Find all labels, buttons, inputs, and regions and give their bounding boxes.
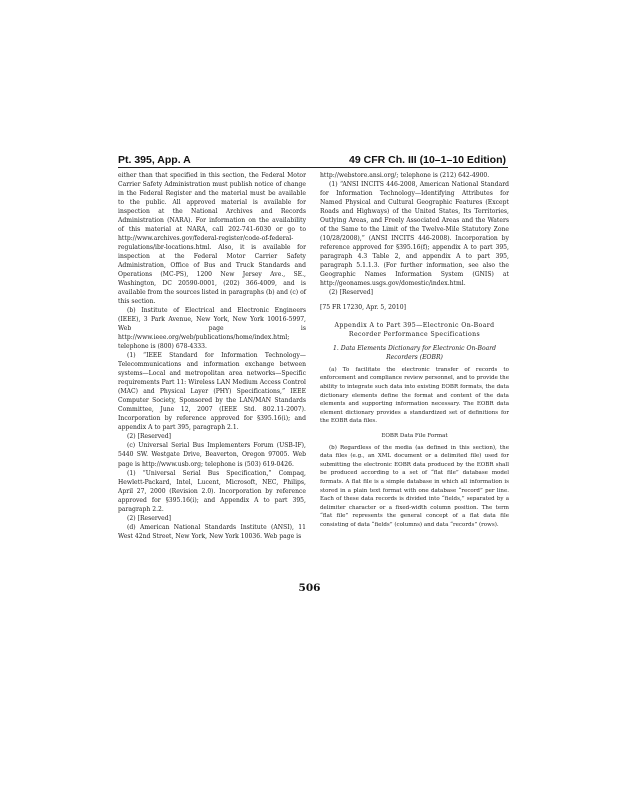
paragraph: (1) “ANSI INCITS 446-2008, American National Standard for Information Technology—Identifying Attributes for Named Physical and Cultural Geographic Features (Except Roads and Highways) of the United States, Its Territories, Outlying Areas, and Freely Associated Areas and the Waters of the Same to the Limit of the Twelve-Mile Statutory Zone (10/28/2008),” (ANSI INCITS 446-2008). Incorporation by reference approved for §395.16(f); appendix A to part 395, paragraph 4.3 Table 2, and appendix A to part 395, paragraph 5.1.1.3. (For further information, see also the Geographic Names Information System (GNIS) at http://geonames.usgs.gov/domestic/index.html.: [320, 181, 509, 288]
paragraph: (1) “Universal Serial Bus Specification,” Compaq, Hewlett-Packard, Intel, Lucent, Microsoft, NEC, Philips, April 27, 2000 (Revision 2.0). Incorporation by reference approved for §395.16(i); and Appendix A to part 395, paragraph 2.2.: [118, 469, 306, 513]
paragraph: (d) American National Standards Institute (ANSI), 11 West 42nd Street, New York, New York 10036. Web page is: [118, 523, 306, 540]
section-title: 1. Data Elements Dictionary for Electronic On-Board Recorders (EOBR): [332, 345, 497, 362]
paragraph: (2) [Reserved]: [329, 289, 374, 297]
page-number: 506: [298, 582, 321, 594]
paragraph: (2) [Reserved]: [127, 433, 172, 441]
section-body: [320, 366, 509, 530]
citation: [75 FR 17230, Apr. 5, 2010]: [320, 304, 407, 312]
right-column: [320, 171, 509, 530]
paragraph: http://webstore.ansi.org/; telephone is (212) 642-4900.: [320, 172, 490, 179]
paragraph: (b) Institute of Electrical and Electronic Engineers (IEEE), 3 Park Avenue, New York, New York 10016-5997, Web page is http://www.ieee.org/web/publications/home/index.html; telephone is (800) 678-4333.: [118, 307, 306, 351]
paragraph: (c) Universal Serial Bus Implementers Forum (USB-IF), 5440 SW. Westgate Drive, Beaverton, Oregon 97005. Web page is http://www.usb.org; telephone is (503) 619-0426.: [118, 442, 306, 468]
header-rule: [118, 167, 508, 168]
paragraph: (2) [Reserved]: [127, 514, 172, 522]
subheading: EOBR Data File Format: [381, 432, 448, 439]
left-column: [118, 171, 306, 541]
paragraph: (b) Regardless of the media (as defined in this section), the data files (e.g., an XML document or a delimited file) used for submitting the electronic EOBR data produced by the EOBR shall be produced according to a set of “flat file” database model formats. A flat file is a simple database in which all information is stored in a plain text format with one database “record” per line. Each of these data records is divided into “fields,” separated by a delimiter character or a fixed-width column position. The term “flat file” represents the general concept of a flat data file consisting of data “fields” (columns) and data “records” (rows).: [320, 444, 509, 528]
running-header-right: 49 CFR Ch. III (10–1–10 Edition): [349, 154, 506, 166]
running-header-left: Pt. 395, App. A: [118, 154, 191, 166]
paragraph: either than that specified in this section, the Federal Motor Carrier Safety Administration must publish notice of change in the Federal Register and the material must be available to the public. All approved material is available for inspection at the National Archives and Records Administration (NARA). For information on the availability of this material at NARA, call 202-741-6030 or go to http://www.archives.gov/federal-register/code-of-federal-regulations/ibr-locations.html. Also, it is available for inspection at the Federal Motor Carrier Safety Administration, Office of Bus and Truck Standards and Operations (MC-PS), 1200 New Jersey Ave., SE., Washington, DC 20590-0001, (202) 366-4009, and is available from the sources listed in paragraphs (b) and (c) of this section.: [118, 172, 306, 306]
appendix-title: Appendix A to Part 395—Electronic On-Board Recorder Performance Specifications: [334, 322, 495, 339]
paragraph: (1) “IEEE Standard for Information Technology—Telecommunications and information exchange between systems—Local and metropolitan area networks—Specific requirements Part 11: Wireless LAN Medium Access Control (MAC) and Physical Layer (PHY) Specifications,” IEEE Computer Society, Sponsored by the LAN/MAN Standards Committee, June 12, 2007 (IEEE Std. 802.11-2007). Incorporation by reference approved for §395.16(i); and appendix A to part 395, paragraph 2.1.: [118, 352, 306, 432]
paragraph: (a) To facilitate the electronic transfer of records to enforcement and compliance review personnel, and to provide the ability to integrate such data into existing EOBR formats, the data dictionary elements define the format and content of the data elements and supporting information necessary. The EOBR data element dictionary provides a standardized set of definitions for the EOBR data files.: [320, 366, 509, 425]
